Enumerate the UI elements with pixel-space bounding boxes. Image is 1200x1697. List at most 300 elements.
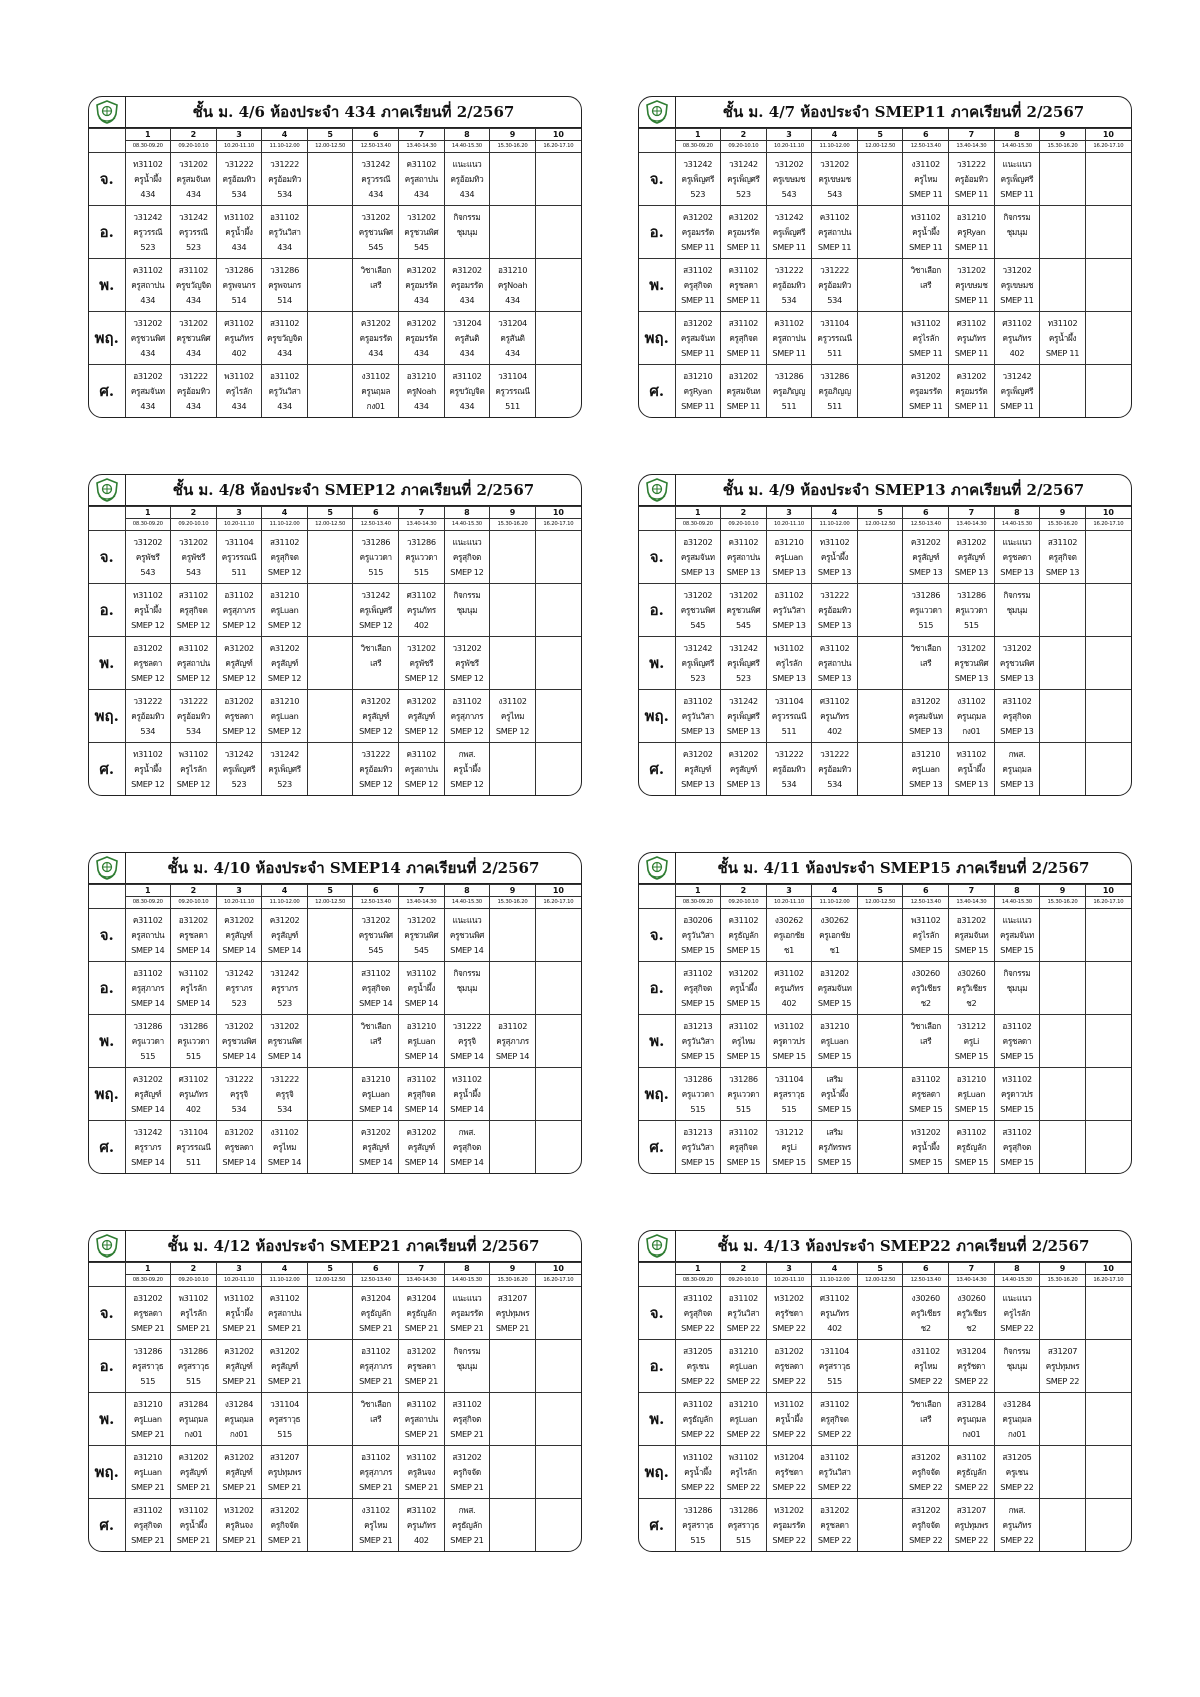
subject-code: ว31202	[178, 317, 208, 328]
class-cell	[262, 1393, 308, 1446]
class-cell	[444, 259, 490, 312]
room: 515	[140, 1375, 156, 1386]
period-time: 10.20-11.10	[216, 897, 262, 909]
subject-code: พ31102	[910, 914, 941, 925]
class-cell	[675, 1446, 721, 1499]
subject-code: อ31202	[683, 536, 713, 547]
day-name: พฤ.	[89, 312, 125, 365]
teacher-name: ครูLuan	[133, 1413, 162, 1424]
room: 434	[505, 347, 520, 358]
room: SMEP 12	[222, 672, 256, 683]
subject-code: ท31102	[910, 211, 941, 222]
period-number: 3	[766, 507, 812, 519]
day-name: อ.	[89, 584, 125, 637]
period-number: 10	[535, 885, 581, 897]
teacher-name: ครูไรลัก	[730, 1466, 757, 1477]
room: SMEP 11	[681, 241, 715, 252]
room: 434	[459, 400, 475, 411]
period-number: 6	[353, 129, 399, 141]
day-row	[639, 690, 1131, 743]
subject-code: ส31102	[683, 1292, 713, 1303]
class-cell	[812, 365, 858, 418]
subject-code: ว31286	[911, 589, 941, 600]
room: SMEP 15	[726, 1050, 761, 1061]
subject-code: กิจกรรม	[1003, 589, 1031, 600]
period-number: 9	[1040, 507, 1086, 519]
school-logo	[89, 853, 126, 883]
subject-code: ท31102	[406, 967, 437, 978]
empty-cell	[857, 259, 903, 312]
period-number: 8	[994, 129, 1040, 141]
room	[445, 1374, 490, 1389]
class-cell	[721, 1121, 767, 1174]
room: SMEP 13	[726, 725, 761, 736]
subject-code: ส31207	[956, 1504, 986, 1515]
school-crest-icon	[94, 855, 120, 881]
subject-code: ว31202	[178, 536, 208, 547]
room: SMEP 21	[359, 1322, 393, 1333]
class-cell	[949, 1340, 995, 1393]
period-number: 4	[262, 1263, 308, 1275]
period-time: 11.10-12.00	[262, 1275, 308, 1287]
class-cell	[766, 1393, 812, 1446]
room: 523	[277, 997, 292, 1008]
day-row	[639, 1446, 1131, 1499]
teacher-name: ครูสถาปน	[404, 1413, 438, 1424]
empty-cell	[857, 531, 903, 584]
subject-code: ศ31102	[406, 589, 437, 600]
teacher-name: ครูน้ำผึ้ง	[957, 763, 986, 774]
class-cell	[171, 259, 217, 312]
class-cell	[216, 312, 262, 365]
day-row	[639, 1287, 1131, 1340]
teacher-name: ครูวันวิสา	[681, 1035, 714, 1046]
subject-code: อ31102	[224, 589, 254, 600]
empty-cell	[307, 690, 353, 743]
subject-code: ท31102	[132, 158, 163, 169]
teacher-name: เสรี	[370, 1413, 382, 1424]
class-cell	[262, 962, 308, 1015]
class-cell	[949, 1287, 995, 1340]
period-number: 6	[903, 129, 949, 141]
school-logo	[639, 475, 676, 505]
teacher-name: ครูLuan	[957, 1088, 986, 1099]
room: SMEP 14	[222, 1156, 256, 1167]
subject-code: ค31202	[269, 914, 300, 925]
class-cell	[766, 206, 812, 259]
room: SMEP 21	[267, 1534, 302, 1545]
class-cell	[721, 584, 767, 637]
room: 515	[736, 1534, 751, 1545]
subject-code: ส31202	[452, 1451, 482, 1462]
teacher-name: ครูธัญลัก	[728, 929, 759, 940]
teacher-name: ครูวรรณนี	[817, 332, 852, 343]
class-cell	[171, 153, 217, 206]
class-cell	[994, 1068, 1040, 1121]
subject-code: ว31242	[728, 695, 758, 706]
teacher-name: ครูวิเชียร	[956, 982, 987, 993]
teacher-name: ครูเพ็ญศรี	[727, 173, 760, 184]
period-number: 6	[353, 1263, 399, 1275]
teacher-name: ครูเพ็ญศรี	[268, 763, 301, 774]
room: ช2	[966, 1322, 977, 1333]
room: SMEP 21	[222, 1322, 256, 1333]
teacher-name: ครูราภร	[271, 982, 299, 993]
class-cell	[444, 206, 490, 259]
room: SMEP 13	[817, 672, 852, 683]
subject-code: อ31102	[819, 1451, 850, 1462]
empty-cell	[535, 962, 581, 1015]
teacher-name: ครูพัชรี	[135, 551, 160, 562]
class-cell	[903, 1015, 949, 1068]
room	[353, 1049, 398, 1064]
subject-code: ว31202	[820, 158, 849, 169]
class-cell	[721, 206, 767, 259]
room: 434	[459, 188, 475, 199]
class-cell	[262, 690, 308, 743]
teacher-name: ครูชลดา	[820, 1519, 849, 1530]
class-cell	[903, 1393, 949, 1446]
room: SMEP 13	[726, 566, 761, 577]
subject-code: ศ31102	[406, 1504, 437, 1515]
period-time: 14.40-15.30	[994, 141, 1040, 153]
period-number: 9	[1040, 885, 1086, 897]
period-time: 12.50-13.40	[353, 897, 399, 909]
subject-code: ค31204	[360, 1292, 391, 1303]
subject-code: อ31102	[452, 695, 482, 706]
room: SMEP 11	[1000, 188, 1034, 199]
subject-code: ว31242	[224, 748, 254, 759]
class-cell	[171, 1121, 217, 1174]
subject-code: ส31102	[819, 1398, 850, 1409]
class-cell	[949, 1393, 995, 1446]
teacher-name: ครูอมรรัต	[681, 226, 714, 237]
period-number: 4	[262, 885, 308, 897]
period-number: 1	[675, 129, 721, 141]
period-number: 3	[216, 885, 262, 897]
day-column-header	[89, 885, 125, 909]
subject-code: อ31210	[133, 1451, 163, 1462]
room: SMEP 22	[772, 1322, 806, 1333]
room: SMEP 11	[681, 400, 715, 411]
subject-code: วิชาเลือก	[360, 1020, 391, 1031]
empty-cell	[490, 206, 536, 259]
teacher-name: ครูแววดา	[405, 551, 438, 562]
empty-cell	[490, 962, 536, 1015]
subject-code: แนะแนว	[452, 914, 482, 925]
teacher-name: ครูน้ำผึ้ง	[453, 763, 481, 774]
class-cell	[949, 1068, 995, 1121]
subject-code: ส31102	[728, 1126, 759, 1137]
teacher-name: ครูไรลัก	[1003, 1307, 1031, 1318]
class-cell	[994, 743, 1040, 796]
empty-cell	[490, 1340, 536, 1393]
empty-cell	[307, 1446, 353, 1499]
subject-code: ว31242	[361, 158, 391, 169]
class-cell	[675, 531, 721, 584]
period-number-row	[639, 1263, 1131, 1275]
class-cell	[812, 584, 858, 637]
schedule-card	[88, 852, 582, 1174]
room	[353, 293, 398, 308]
subject-code: อ31202	[774, 1345, 804, 1356]
empty-cell	[857, 1393, 903, 1446]
teacher-name: ครูอ้อมทิว	[268, 173, 302, 184]
teacher-name: ครูอมรรัต	[359, 332, 392, 343]
empty-cell	[1085, 531, 1131, 584]
subject-code: ท31102	[406, 1451, 437, 1462]
room: SMEP 13	[772, 672, 806, 683]
period-time: 16.20-17.10	[535, 141, 581, 153]
room: 434	[413, 400, 429, 411]
class-cell	[216, 637, 262, 690]
class-cell	[444, 365, 490, 418]
room: 434	[140, 294, 156, 305]
teacher-name: ครูไรลัก	[180, 763, 207, 774]
teacher-name: ครูชวนพิศ	[267, 1035, 302, 1046]
class-cell	[353, 962, 399, 1015]
period-time: 16.20-17.10	[1085, 519, 1131, 531]
subject-code: ส31284	[178, 1398, 209, 1409]
subject-code: กิจกรรม	[453, 1345, 481, 1356]
day-name: อ.	[89, 206, 125, 259]
empty-cell	[307, 584, 353, 637]
empty-cell	[307, 1121, 353, 1174]
room: SMEP 13	[726, 778, 761, 789]
period-time-row	[639, 1275, 1131, 1287]
empty-cell	[307, 637, 353, 690]
room: SMEP 21	[450, 1534, 484, 1545]
day-column-header	[639, 129, 675, 153]
day-name: ศ.	[639, 365, 675, 418]
period-number: 9	[490, 885, 536, 897]
schedule-title: ชั้น ม. 4/8 ห้องประจำ SMEP12 ภาคเรียนที่ 2/2567	[172, 481, 535, 499]
subject-code: อ31210	[406, 1020, 436, 1031]
room: SMEP 15	[909, 1156, 943, 1167]
class-cell	[262, 531, 308, 584]
room: SMEP 11	[1000, 400, 1034, 411]
teacher-name: ครูวันวิสา	[681, 710, 714, 721]
teacher-name: ครูเพ็ญศรี	[681, 173, 715, 184]
subject-code: อ31102	[683, 695, 713, 706]
period-time: 11.10-12.00	[812, 897, 858, 909]
subject-code: ว31242	[728, 158, 758, 169]
subject-code: ส31102	[178, 264, 209, 275]
room	[903, 671, 948, 686]
room	[445, 996, 490, 1011]
class-cell	[262, 584, 308, 637]
teacher-name: ชุมนุม	[1006, 982, 1028, 993]
period-number: 2	[171, 507, 217, 519]
teacher-name: ครูสัญฑ์	[912, 551, 940, 562]
day-name: ศ.	[89, 1121, 125, 1174]
class-cell	[766, 1068, 812, 1121]
class-cell	[903, 909, 949, 962]
day-name: พฤ.	[639, 312, 675, 365]
empty-cell	[1085, 743, 1131, 796]
subject-code: อ31210	[774, 536, 804, 547]
class-cell	[994, 1121, 1040, 1174]
subject-code: ว31242	[178, 211, 208, 222]
teacher-name: ครูสุกิจต	[729, 1141, 758, 1152]
subject-code: ว31222	[270, 1073, 299, 1084]
subject-code: ส31102	[361, 967, 391, 978]
day-row	[639, 1015, 1131, 1068]
class-cell	[721, 365, 767, 418]
room: SMEP 21	[222, 1534, 256, 1545]
class-cell	[171, 1068, 217, 1121]
room: SMEP 22	[772, 1481, 806, 1492]
room: SMEP 13	[772, 619, 806, 630]
subject-code: ว31212	[774, 1126, 804, 1137]
room: SMEP 22	[909, 1375, 943, 1386]
room: SMEP 12	[176, 619, 211, 630]
class-cell	[675, 743, 721, 796]
teacher-name: ครูวันวิสา	[681, 1141, 714, 1152]
subject-code: ว31242	[133, 1126, 163, 1137]
timetable	[89, 128, 581, 417]
teacher-name: ครูวรรณี	[361, 173, 391, 184]
room: 515	[140, 1050, 156, 1061]
room: SMEP 22	[726, 1428, 761, 1439]
teacher-name: ครูสัญฑ์	[684, 763, 712, 774]
day-name: อ.	[89, 962, 125, 1015]
room: SMEP 12	[131, 619, 165, 630]
subject-code: อ31102	[269, 211, 300, 222]
teacher-name: ครูสุกิจต	[683, 1307, 712, 1318]
room: 534	[186, 725, 201, 736]
class-cell	[125, 743, 171, 796]
subject-code: ส31102	[683, 967, 713, 978]
class-cell	[216, 743, 262, 796]
subject-code: อ31102	[269, 370, 300, 381]
class-cell	[444, 1446, 490, 1499]
empty-cell	[857, 584, 903, 637]
day-name: พ.	[89, 259, 125, 312]
room: 434	[186, 188, 201, 199]
period-time-row	[89, 897, 581, 909]
class-cell	[812, 1068, 858, 1121]
room: SMEP 21	[176, 1534, 211, 1545]
room: 534	[827, 778, 842, 789]
class-cell	[721, 690, 767, 743]
teacher-name: ครูสัญฑ์	[407, 710, 435, 721]
teacher-name: ครูอ้อมทิว	[772, 763, 806, 774]
class-cell	[490, 690, 536, 743]
teacher-name: ครูแววดา	[359, 551, 392, 562]
subject-code: อ30206	[683, 914, 713, 925]
period-time-row	[89, 519, 581, 531]
day-name: อ.	[639, 962, 675, 1015]
teacher-name: ครูชวนพิศ	[358, 226, 393, 237]
teacher-name: ครูน้ำผึ้ง	[912, 226, 940, 237]
subject-code: ว31286	[728, 1073, 758, 1084]
room: 511	[505, 400, 520, 411]
empty-cell	[1085, 1393, 1131, 1446]
teacher-name: ครูไรลัก	[180, 982, 207, 993]
period-time: 10.20-11.10	[216, 1275, 262, 1287]
subject-code: ว31286	[683, 1073, 713, 1084]
subject-code: ง30260	[911, 967, 940, 978]
subject-code: ง30262	[820, 914, 849, 925]
class-cell	[903, 312, 949, 365]
period-time: 12.00-12.50	[307, 1275, 353, 1287]
teacher-name: ครูวันวิสา	[772, 604, 806, 615]
subject-code: อ31210	[683, 370, 713, 381]
period-time: 09.20-10.10	[171, 141, 217, 153]
period-time: 11.10-12.00	[812, 519, 858, 531]
schedule-header	[639, 97, 1131, 128]
teacher-name: ครูไรลัก	[180, 1307, 207, 1318]
class-cell	[721, 1068, 767, 1121]
room: SMEP 14	[404, 1050, 438, 1061]
empty-cell	[490, 153, 536, 206]
teacher-name: ครูรัชดา	[775, 1466, 803, 1477]
teacher-name: ครูนฤมล	[956, 710, 986, 721]
subject-code: ว31286	[178, 1345, 208, 1356]
room: 514	[231, 294, 247, 305]
period-time: 09.20-10.10	[171, 897, 217, 909]
subject-code: ค31102	[728, 536, 759, 547]
teacher-name: ครูนฤมล	[361, 385, 391, 396]
class-cell	[675, 637, 721, 690]
subject-code: ท31102	[224, 1292, 254, 1303]
period-time: 12.50-13.40	[353, 1275, 399, 1287]
teacher-name: ครูสัญฑ์	[729, 763, 757, 774]
room: SMEP 21	[450, 1428, 484, 1439]
room: SMEP 14	[359, 997, 393, 1008]
subject-code: ว31222	[820, 589, 849, 600]
subject-code: ท31102	[224, 211, 254, 222]
class-cell	[812, 1015, 858, 1068]
room: SMEP 11	[772, 347, 806, 358]
teacher-name: ครูสราวุธ	[177, 1360, 210, 1371]
empty-cell	[490, 531, 536, 584]
teacher-name: ครูนภัทร	[1002, 1519, 1032, 1530]
period-number-row	[89, 885, 581, 897]
period-number: 9	[490, 129, 536, 141]
room: ช2	[966, 997, 977, 1008]
day-name: พฤ.	[639, 690, 675, 743]
room: 545	[413, 241, 429, 252]
class-cell	[903, 365, 949, 418]
room: SMEP 13	[909, 566, 943, 577]
room: 402	[413, 1534, 429, 1545]
period-time: 12.00-12.50	[857, 141, 903, 153]
class-cell	[399, 1446, 445, 1499]
teacher-name: ครูสราวุธ	[727, 1519, 760, 1530]
room: SMEP 13	[954, 672, 988, 683]
room: SMEP 22	[817, 1481, 852, 1492]
teacher-name: ครูสุกิจต	[179, 604, 208, 615]
teacher-name: ครูสุกิจต	[452, 551, 482, 562]
day-row	[89, 1287, 581, 1340]
teacher-name: ครูอมรรัต	[405, 279, 438, 290]
room: SMEP 15	[1000, 1050, 1034, 1061]
subject-code: อ31102	[1002, 1020, 1032, 1031]
room: SMEP 12	[404, 672, 438, 683]
room: 545	[368, 944, 384, 955]
class-cell	[216, 1287, 262, 1340]
room: SMEP 15	[681, 1156, 715, 1167]
room: SMEP 14	[267, 1156, 302, 1167]
subject-code: ท31204	[774, 1451, 804, 1462]
room: 402	[186, 1103, 201, 1114]
subject-code: ค31202	[224, 914, 254, 925]
day-name: อ.	[639, 584, 675, 637]
class-cell	[994, 1015, 1040, 1068]
day-row	[639, 1499, 1131, 1552]
